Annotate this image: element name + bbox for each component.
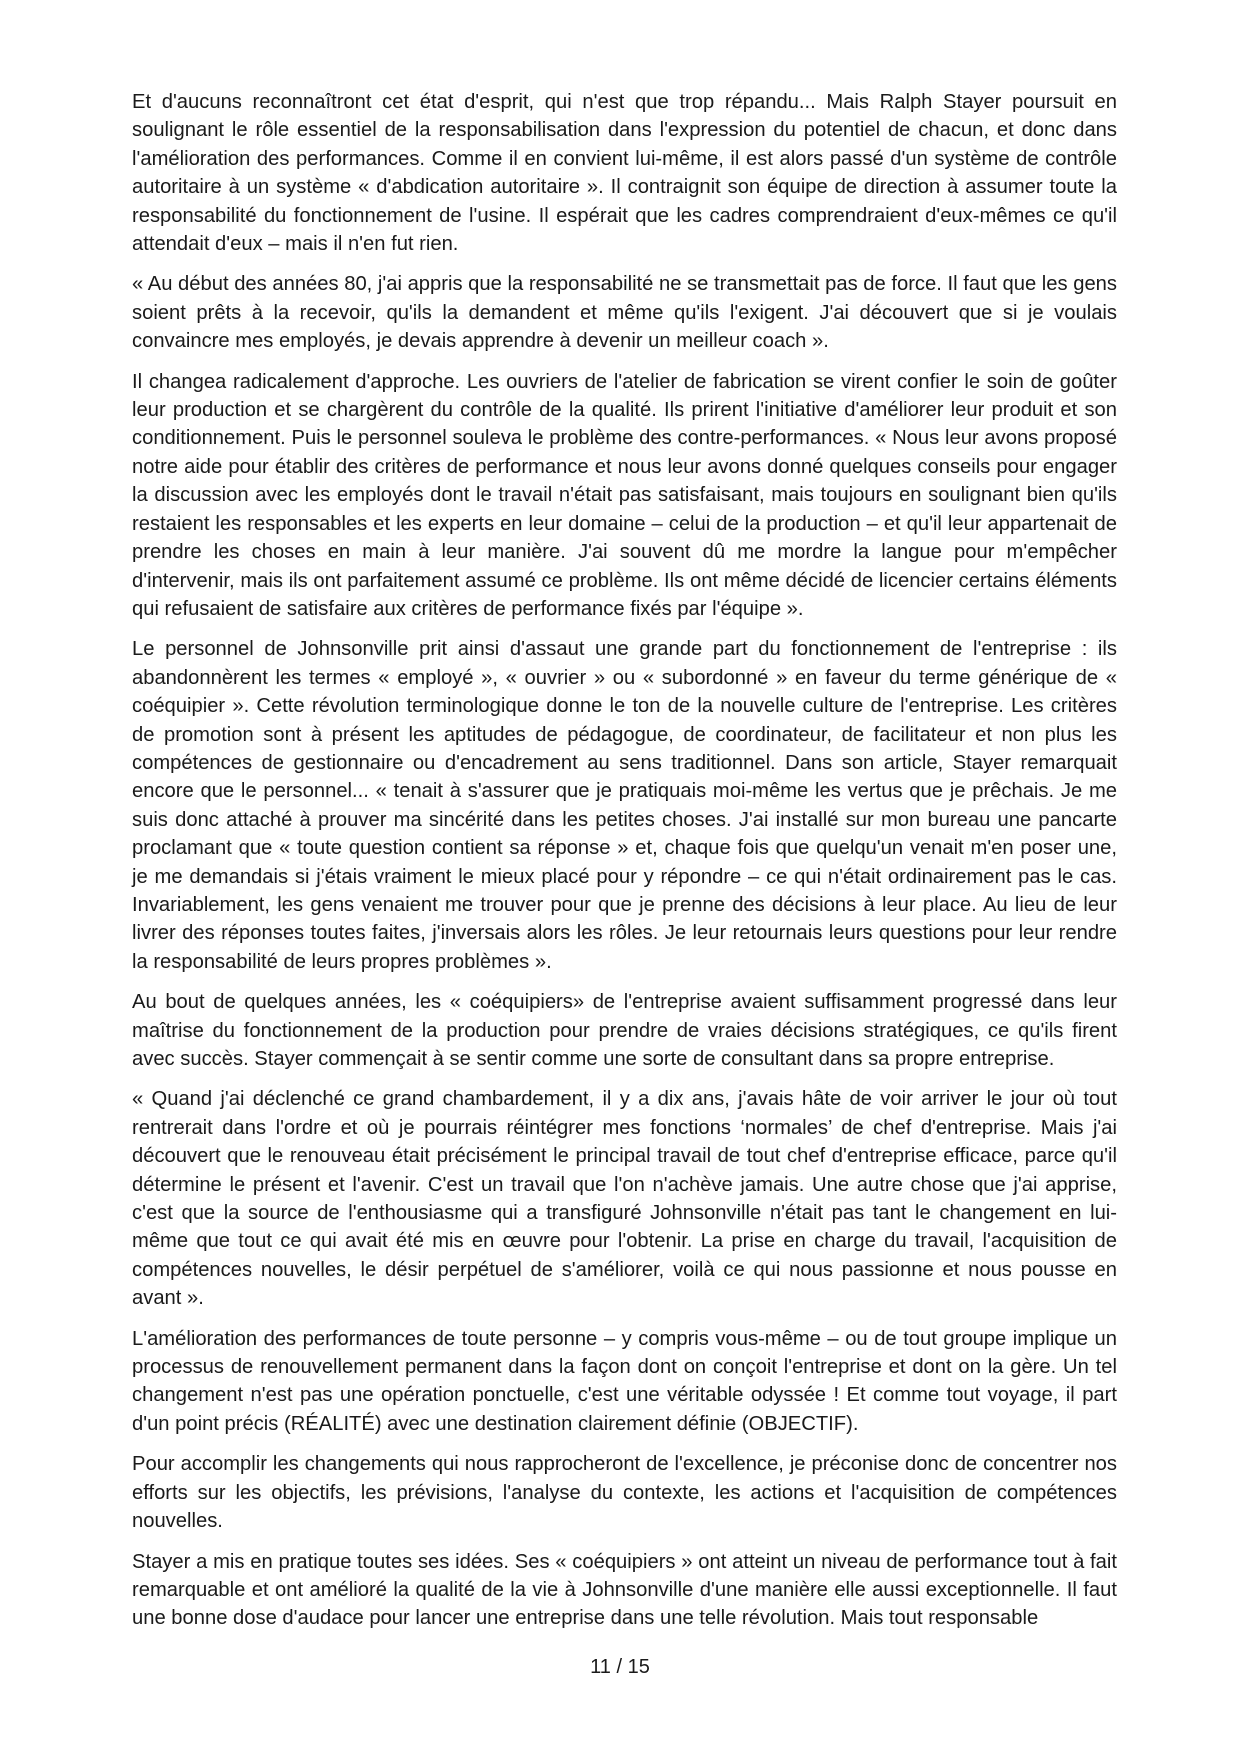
paragraph-1: Et d'aucuns reconnaîtront cet état d'esprit, qui n'est que trop répandu... Mais Ralph Stayer poursuit en soulignant le rôle essentiel de la responsabilisation dans l'expression du potentiel de chacun, et donc dans l'amélioration des performances. Comme il en convient lui-même, il est alors passé d'un système de contrôle autoritaire à un système « d'abdication autoritaire ». Il contraignit son équipe de direction à assumer toute la responsabilité du fonctionnement de l'usine. Il espérait que les cadres comprendraient d'eux-mêmes ce qu'il attendait d'eux – mais il n'en fut rien. xyxy=(132,91,1117,256)
paragraph-7: L'amélioration des performances de toute personne – y compris vous-même – ou de tout groupe implique un processus de renouvellement permanent dans la façon dont on conçoit l'entreprise et dont on la gère. Un tel changement n'est pas une opération ponctuelle, c'est une véritable odyssée ! Et comme tout voyage, il part d'un point précis (RÉALITÉ) avec une destination clairement définie (OBJECTIF). xyxy=(132,1327,1117,1435)
paragraph-3: Il changea radicalement d'approche. Les ouvriers de l'atelier de fabrication se virent confier le soin de goûter leur production et se chargèrent du contrôle de la qualité. Ils prirent l'initiative d'améliorer leur produit et son conditionnement. Puis le personnel souleva le problème des contre-performances. « Nous leur avons proposé notre aide pour établir des critères de performance et nous leur avons donné quelques conseils pour engager la discussion avec les employés dont le travail n'était pas satisfaisant, mais toujours en soulignant bien qu'ils restaient les responsables et les experts en leur domaine – celui de la production – et qu'il leur appartenait de prendre les choses en main à leur manière. J'ai souvent dû me mordre la langue pour m'empêcher d'intervenir, mais ils ont parfaitement assumé ce problème. Ils ont même décidé de licencier certains éléments qui refusaient de satisfaire aux critères de performance fixés par l'équipe ». xyxy=(132,370,1117,620)
paragraph-6: « Quand j'ai déclenché ce grand chambardement, il y a dix ans, j'avais hâte de voir arriver le jour où tout rentrerait dans l'ordre et où je pourrais réintégrer mes fonctions ‘normales’ de chef d'entreprise. Mais j'ai découvert que le renouveau était précisément le principal travail de tout chef d'entreprise efficace, parce qu'il détermine le présent et l'avenir. C'est un travail que l'on n'achève jamais. Une autre chose que j'ai apprise, c'est que la source de l'enthousiasme qui a transfiguré Johnsonville n'était pas tant le changement en lui-même que tout ce qui avait été mis en œuvre pour l'obtenir. La prise en charge du travail, l'acquisition de compétences nouvelles, le désir perpétuel de s'améliorer, voilà ce qui nous passionne et nous pousse en avant ». xyxy=(132,1088,1117,1310)
paragraph-5: Au bout de quelques années, les « coéquipiers» de l'entreprise avaient suffisamment progressé dans leur maîtrise du fonctionnement de la production pour prendre de vraies décisions stratégiques, ce qu'ils firent avec succès. Stayer commençait à se sentir comme une sorte de consultant dans sa propre entreprise. xyxy=(132,991,1117,1070)
body-text xyxy=(132,88,1117,1645)
paragraph-4: Le personnel de Johnsonville prit ainsi d'assaut une grande part du fonctionnement de l'entreprise : ils abandonnèrent les termes « employé », « ouvrier » ou « subordonné » en faveur du terme générique de « coéquipier ». Cette révolution terminologique donne le ton de la nouvelle culture de l'entreprise. Les critères de promotion sont à présent les aptitudes de pédagogue, de coordinateur, de facilitateur et non plus les compétences de gestionnaire ou d'encadrement au sens traditionnel. Dans son article, Stayer remarquait encore que le personnel... « tenait à s'assurer que je pratiquais moi-même les vertus que je prêchais. Je me suis donc attaché à prouver ma sincérité dans les petites choses. J'ai installé sur mon bureau une pancarte proclamant que « toute question contient sa réponse » et, chaque fois que quelqu'un venait m'en poser une, je me demandais si j'étais vraiment le mieux placé pour y répondre – ce qui n'était ordinairement pas le cas. Invariablement, les gens venaient me trouver pour que je prenne des décisions à leur place. Au lieu de leur livrer des réponses toutes faites, j'inversais alors les rôles. Je leur retournais leurs questions pour leur rendre la responsabilité de leurs propres problèmes ». xyxy=(132,638,1117,973)
paragraph-2: « Au début des années 80, j'ai appris que la responsabilité ne se transmettait pas de force. Il faut que les gens soient prêts à la recevoir, qu'ils la demandent et même qu'ils l'exigent. J'ai découvert que si je voulais convaincre mes employés, je devais apprendre à devenir un meilleur coach ». xyxy=(132,273,1117,353)
paragraph-8: Pour accomplir les changements qui nous rapprocheront de l'excellence, je préconise donc de concentrer nos efforts sur les objectifs, les prévisions, l'analyse du contexte, les actions et l'acquisition de compétences nouvelles. xyxy=(132,1453,1117,1533)
page-number: 11 / 15 xyxy=(590,1656,650,1678)
paragraph-9: Stayer a mis en pratique toutes ses idées. Ses « coéquipiers » ont atteint un niveau de performance tout à fait remarquable et ont amélioré la qualité de la vie à Johnsonville d'une manière elle aussi exceptionnelle. Il faut une bonne dose d'audace pour lancer une entreprise dans une telle révolution. Mais tout responsable xyxy=(132,1550,1117,1630)
